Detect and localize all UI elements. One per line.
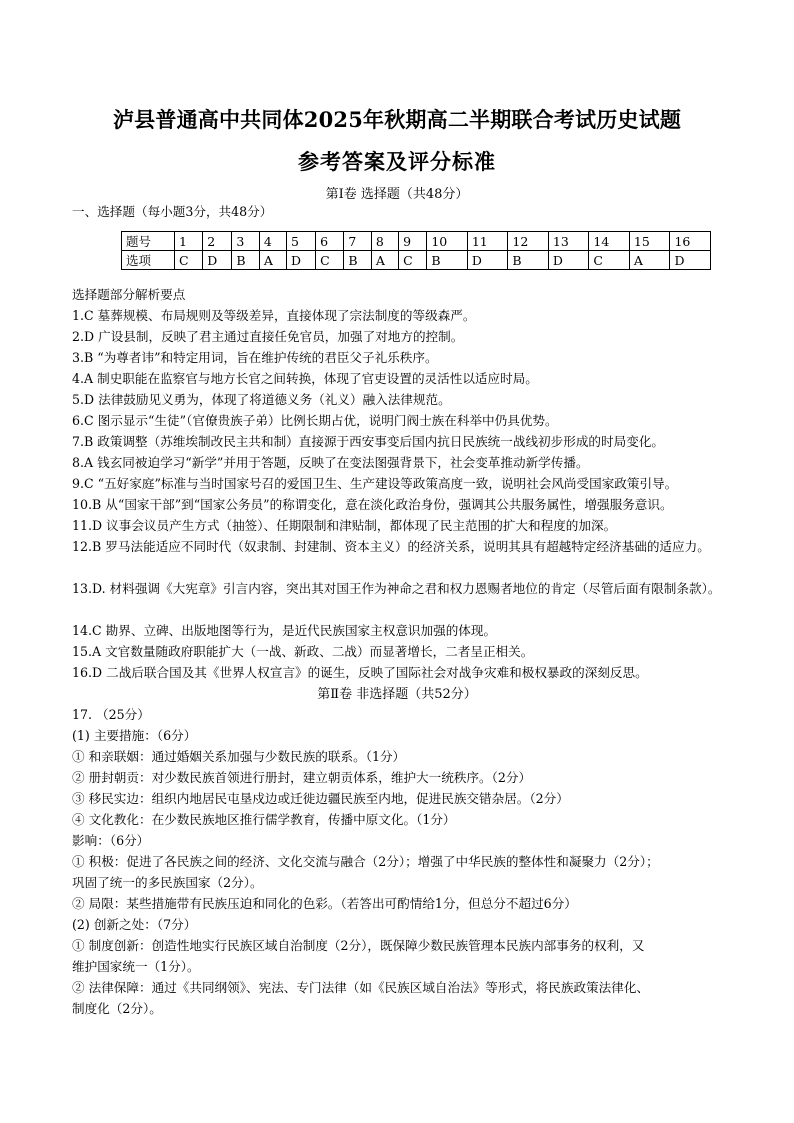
answer-cell: C [316,251,344,270]
analysis-item: 11.D 议事会议员产生方式（抽签）、任期限制和津贴制，都体现了民主范围的扩大和程度的加深。 [72,518,617,533]
number-cell: 15 [629,232,670,251]
number-cell: 12 [508,232,549,251]
answer-cell: B [344,251,371,270]
q17-line: 巩固了统一的多民族国家（2分）。 [72,875,263,890]
analysis-item: 12.B 罗马法能适应不同时代（奴隶制、封建制、资本主义）的经济关系，说明其具有超越特定经济基础的适应力。 [72,539,710,554]
number-cell: 16 [670,232,711,251]
table-row-numbers [122,232,711,251]
number-cell: 5 [287,232,316,251]
q17-line: 影响：（6分） [72,833,150,848]
analysis-item: 16.D 二战后联合国及其《世界人权宣言》的诞生，反映了国际社会对战争灾难和极权暴政的深刻反思。 [72,665,648,680]
analysis-item: 4.A 制史职能在监察官与地方长官之间转换，体现了官吏设置的灵活性以适应时局。 [72,371,538,386]
q17-line: ② 册封朝贡：对少数民族首领进行册封，建立朝贡体系，维护大一统秩序。（2分） [72,770,532,785]
part2-heading: 第Ⅱ卷 非选择题（共52分） [317,687,477,702]
analysis-heading: 选择题部分解析要点 [72,287,186,302]
analysis-item: 8.A 钱玄同被迫学习“新学”并用于答题，反映了在变法图强背景下，社会变革推动新学传播。 [72,455,589,470]
number-cell: 11 [467,232,508,251]
answer-cell: A [259,251,286,270]
analysis-item: 7.B 政策调整（苏维埃制改民主共和制）直接源于西安事变后国内抗日民族统一战线初步形成的时局变化。 [72,434,664,449]
number-cell: 7 [344,232,371,251]
number-cell: 4 [259,232,286,251]
row-label-options: 选项 [122,251,175,270]
number-cell: 2 [203,232,232,251]
q17-line: (1) 主要措施：（6分） [72,728,197,743]
answer-cell: B [508,251,549,270]
answer-cell: A [629,251,670,270]
q17-line: ① 和亲联姻：通过婚姻关系加强与少数民族的联系。（1分） [72,749,406,764]
answer-cell: D [548,251,589,270]
q17-line: (2) 创新之处：（7分） [72,917,197,932]
section1-heading: 一、选择题（每小题3分，共48分） [72,204,273,219]
analysis-item: 1.C 墓葬规模、布局规则及等级差异，直接体现了宗法制度的等级森严。 [72,308,476,323]
number-cell: 14 [589,232,630,251]
answer-table [121,231,711,270]
analysis-item: 2.D 广设县制，反映了君主通过直接任免官员，加强了对地方的控制。 [72,329,464,344]
q17-heading: 17. （25分） [72,707,150,722]
q17-line: ③ 移民实边：组织内地居民屯垦戍边或迁徙边疆民族至内地，促进民族交错杂居。（2分） [72,791,569,806]
answer-cell: C [175,251,203,270]
q17-line: ④ 文化教化：在少数民族地区推行儒学教育，传播中原文化。（1分） [72,812,456,827]
q17-line: ① 积极：促进了各民族之间的经济、文化交流与融合（2分）；增强了中华民族的整体性和凝聚力（2分）； [72,854,659,869]
answer-cell: D [467,251,508,270]
q17-line: 维护国家统一（1分）。 [72,959,200,974]
answer-cell: B [427,251,468,270]
row-label-numbers: 题号 [122,232,175,251]
answer-cell: D [203,251,232,270]
q17-line: ② 法律保障：通过《共同纲领》、宪法、专门法律（如《民族区域自治法》等形式，将民族政策法律化、 [72,980,650,995]
table-row-answers [122,251,711,270]
q17-line: ① 制度创新：创造性地实行民族区域自治制度（2分），既保障少数民族管理本民族内部事务的权利，又 [72,938,645,953]
page-title: 泸县普通高中共同体2025年秋期高二半期联合考试历史试题 [112,107,682,132]
analysis-item: 13.D. 材料强调《大宪章》引言内容，突出其对国王作为神命之君和权力恩赐者地位的肯定（尽管后面有限制条款）。 [72,581,721,596]
page-subtitle: 参考答案及评分标准 [298,149,496,174]
answer-cell: D [287,251,316,270]
analysis-item: 15.A 文官数量随政府职能扩大（一战、新政、二战）而显著增长，二者呈正相关。 [72,644,534,659]
number-cell: 6 [316,232,344,251]
answer-cell: C [589,251,630,270]
answer-cell: D [670,251,711,270]
number-cell: 3 [232,232,259,251]
analysis-item: 3.B “为尊者讳”和特定用词，旨在维护传统的君臣父子礼乐秩序。 [72,350,438,365]
answer-cell: A [371,251,398,270]
answer-cell: B [232,251,259,270]
analysis-item: 5.D 法律鼓励见义勇为，体现了将道德义务（礼义）融入法律规范。 [72,392,451,407]
number-cell: 9 [399,232,427,251]
number-cell: 10 [427,232,468,251]
part1-heading: 第Ⅰ卷 选择题（共48分） [325,187,469,202]
number-cell: 1 [175,232,203,251]
answer-cell: C [399,251,427,270]
q17-line: 制度化（2分）。 [72,1001,162,1016]
q17-line: ② 局限：某些措施带有民族压迫和同化的色彩。（若答出可酌情给1分，但总分不超过6分） [72,896,577,911]
analysis-item: 9.C “五好家庭”标准与当时国家号召的爱国卫生、生产建设等政策高度一致，说明社会风尚受国家政策引导。 [72,476,678,491]
analysis-item: 10.B 从“国家干部”到“国家公务员”的称谓变化，意在淡化政治身份，强调其公共服务属性，增强服务意识。 [72,497,673,512]
number-cell: 8 [371,232,398,251]
number-cell: 13 [548,232,589,251]
analysis-item: 14.C 勘界、立碑、出版地图等行为，是近代民族国家主权意识加强的体现。 [72,623,497,638]
analysis-item: 6.C 图示显示“生徒”（官僚贵族子弟）比例长期占优，说明门阀士族在科举中仍具优势。 [72,413,558,428]
